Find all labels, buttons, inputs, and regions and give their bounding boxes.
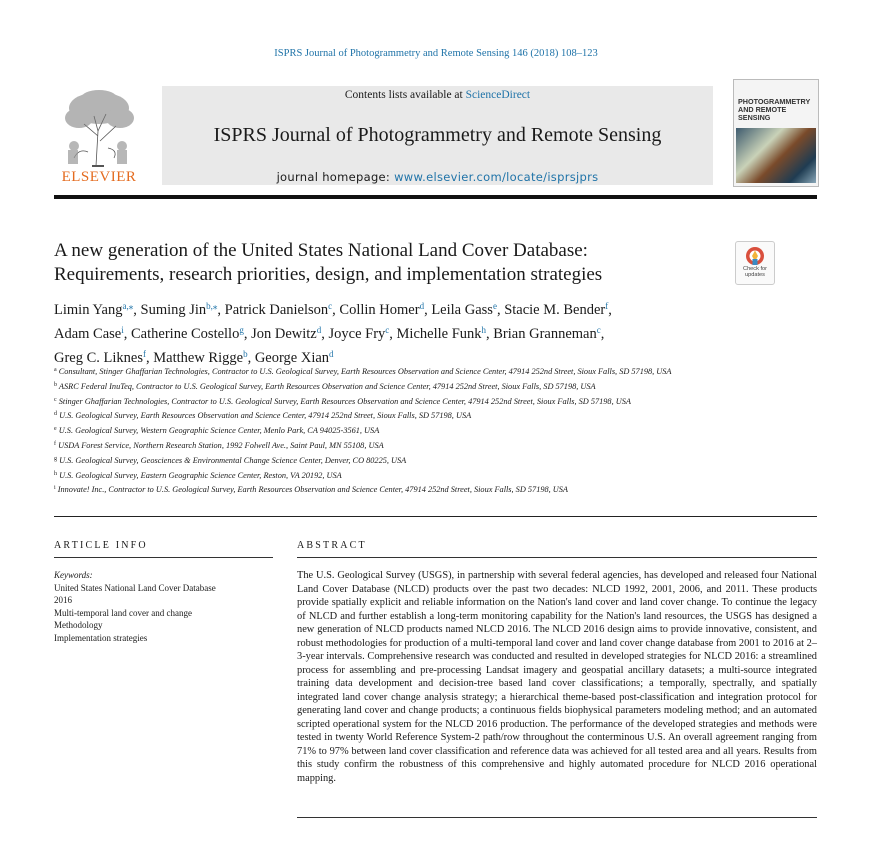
article-title	[54, 239, 714, 287]
author[interactable]	[339, 302, 424, 318]
author-separator: ,	[496, 302, 505, 318]
article-title-line1: A new generation of the United States National Land Cover Database:	[54, 240, 588, 261]
author-list	[54, 296, 754, 368]
affiliation-text: USDA Forest Service, Northern Research Station, 1992 Folwell Ave., Saint Paul, MN 55108, USA	[56, 440, 384, 450]
author[interactable]	[131, 326, 244, 342]
affiliation-marker: a	[54, 367, 57, 373]
journal-cover-image[interactable]	[733, 79, 819, 187]
affiliation-item	[54, 438, 754, 453]
keyword-list	[54, 582, 274, 645]
author-affiliation-marker[interactable]: e	[492, 301, 497, 311]
cover-title-line1: PHOTOGRAMMETRY	[738, 97, 811, 106]
check-for-updates-button[interactable]	[735, 241, 775, 285]
author-separator: ,	[243, 326, 252, 342]
author-name: Limin Yang	[54, 302, 123, 318]
cover-title-line2: AND REMOTE SENSING	[738, 105, 787, 122]
affiliation-item	[54, 482, 754, 497]
author[interactable]	[431, 302, 497, 318]
author-separator: ,	[424, 302, 432, 318]
author-separator: ,	[217, 302, 225, 318]
keyword-item: United States National Land Cover Database	[54, 582, 216, 593]
author-name: Leila Gass	[431, 302, 493, 318]
check-for-updates-label: Check for updates	[743, 266, 767, 278]
affiliation-text: Stinger Ghaffarian Technologies, Contractor to U.S. Geological Survey, Earth Resources Observation and Science Center, 47914 252nd Street, Sioux Falls, SD 57198, USA	[56, 396, 631, 406]
article-info-rule	[54, 557, 273, 558]
article-info-heading: ARTICLE INFO	[54, 540, 148, 551]
affiliation-item	[54, 468, 754, 483]
author-separator: ,	[247, 350, 255, 366]
affiliation-text: Consultant, Stinger Ghaffarian Technologies, Contractor to U.S. Geological Survey, Earth Resources Observation and Science Center, 47914 252nd Street, Sioux Falls, SD 57198, USA	[56, 367, 672, 376]
abstract-heading: ABSTRACT	[297, 540, 367, 551]
section-divider	[54, 516, 817, 517]
author-name: George Xian	[254, 350, 330, 366]
affiliation-marker: b	[54, 381, 57, 388]
author-name: Michelle Funk	[396, 326, 482, 342]
affiliation-list	[54, 364, 754, 497]
author[interactable]	[54, 326, 124, 342]
affiliation-item	[54, 453, 754, 468]
author[interactable]	[328, 326, 389, 342]
keyword-item: Multi-temporal land cover and change	[54, 607, 192, 618]
journal-citation-link[interactable]: ISPRS Journal of Photogrammetry and Remote Sensing 146 (2018) 108–123	[274, 48, 598, 59]
keywords-label: Keywords:	[54, 570, 93, 580]
affiliation-item	[54, 364, 754, 379]
author-name: Adam Case	[54, 326, 122, 342]
keyword-item: Implementation strategies	[54, 632, 148, 643]
author-name: Catherine Costello	[131, 326, 240, 342]
affiliation-item	[54, 394, 754, 409]
crossmark-icon	[745, 246, 765, 266]
cover-artwork	[736, 128, 816, 183]
affiliation-item	[54, 423, 754, 438]
author-name: Matthew Rigge	[153, 350, 244, 366]
author[interactable]	[141, 302, 218, 318]
author-affiliation-marker[interactable]: b,⁎	[206, 301, 218, 311]
author-name: Jon Dewitz	[251, 326, 317, 342]
homepage-link[interactable]: www.elsevier.com/locate/isprsjprs	[394, 170, 599, 184]
author-affiliation-marker[interactable]: i	[121, 325, 124, 335]
author-affiliation-marker[interactable]: d	[316, 325, 322, 335]
contents-line	[162, 89, 713, 101]
author-affiliation-marker[interactable]: d	[419, 301, 425, 311]
elsevier-wordmark: ELSEVIER	[61, 169, 137, 185]
author-affiliation-marker[interactable]: c	[328, 301, 333, 311]
affiliation-item	[54, 408, 754, 423]
author-separator: ,	[146, 350, 154, 366]
keyword-item: Methodology	[54, 620, 103, 630]
affiliation-text: U.S. Geological Survey, Earth Resources Observation and Science Center, 47914 252nd Street, Sioux Falls, SD 57198, USA	[57, 411, 472, 421]
author-name: Greg C. Liknes	[54, 350, 143, 366]
affiliation-marker: f	[54, 440, 56, 447]
affiliation-marker: i	[54, 485, 56, 492]
affiliation-item	[54, 379, 754, 394]
author[interactable]	[493, 326, 600, 342]
author-separator: ,	[389, 326, 397, 342]
header-divider	[54, 195, 817, 199]
abstract-body: The U.S. Geological Survey (USGS), in partnership with several federal agencies, has developed and released four National Land Cover Database (NLCD) products over the past two decades: NLCD 1992, 2001, 2006, and 2011. These products provide spatially explicit and reliable information on the Nation's land cover and land cover change. To continue the legacy of NLCD and further establish a long-term monitoring capability for the Nation's land resources, the USGS has designed a new generation of NLCD products named NLCD 2016. The NLCD 2016 design aims to provide innovative, consistent, and robust methodologies for production of a multi-temporal land cover and land cover change database from 2001 to 2016 at 2–3-year intervals. Comprehensive research was conducted and resulted in developed strategies for NLCD 2016: a streamlined process for assembling and pre-processing Landsat imagery and geospatial ancillary datasets; a multi-source integrated training data development and decision-tree based land cover classifications; a temporally, spectrally, and spatially integrated land cover change analysis strategy; a hierarchical theme-based post-classification and integration protocol for generating land cover and change products; a continuous fields biophysical parameters modeling method; and an automated scripted operational system for the NLCD 2016 production. The performance of the developed strategies and methods were tested in twenty World Reference System-2 path/row throughout the conterminous U.S. An overall agreement ranging from 71% to 97% between land cover classification and reference data was achieved for all tested area and all years. Results from this study confirm the robustness of this comprehensive and highly automated procedure for NLCD 2016 operational mapping.	[297, 570, 817, 784]
affiliation-marker: c	[54, 396, 57, 403]
keyword-item: 2016	[54, 595, 72, 605]
author-separator: ,	[608, 302, 612, 318]
author-name: Joyce Fry	[328, 326, 386, 342]
affiliation-marker: e	[54, 426, 57, 433]
article-title-line2: Requirements, research priorities, design, and implementation strategies	[54, 264, 603, 285]
author-separator: ,	[600, 326, 605, 342]
affiliation-marker: g	[54, 455, 57, 462]
author-affiliation-marker[interactable]: f	[143, 349, 146, 359]
sciencedirect-link[interactable]: ScienceDirect	[465, 89, 531, 101]
author-separator: ,	[321, 326, 329, 342]
homepage-line	[162, 170, 713, 184]
journal-title: ISPRS Journal of Photogrammetry and Remote Sensing	[213, 124, 662, 146]
author-name: Brian Granneman	[493, 326, 597, 342]
author[interactable]	[397, 326, 486, 342]
author-name: Collin Homer	[339, 302, 420, 318]
author[interactable]	[225, 302, 333, 318]
author-separator: ,	[332, 302, 340, 318]
affiliation-text: Innovate! Inc., Contractor to U.S. Geological Survey, Earth Resources Observation and Science Center, 47914 252nd Street, Sioux Falls, SD 57198, USA	[55, 485, 568, 495]
homepage-prefix: journal homepage:	[276, 170, 395, 184]
affiliation-text: U.S. Geological Survey, Eastern Geographic Science Center, Reston, VA 20192, USA	[57, 470, 342, 480]
affiliation-marker: d	[54, 411, 57, 418]
contents-prefix: Contents lists available at	[344, 89, 466, 101]
affiliation-text: U.S. Geological Survey, Western Geographic Science Center, Menlo Park, CA 94025-3561, USA	[56, 426, 380, 436]
affiliation-marker: h	[54, 470, 57, 477]
author[interactable]	[54, 302, 133, 318]
affiliation-text: U.S. Geological Survey, Geosciences & Environmental Change Science Center, Denver, CO 80225, USA	[57, 455, 407, 465]
cover-title	[738, 98, 816, 122]
author-affiliation-marker[interactable]: b	[243, 349, 248, 359]
author-separator: ,	[486, 326, 494, 342]
author-affiliation-marker[interactable]: c	[385, 325, 390, 335]
abstract-rule	[297, 557, 817, 558]
author[interactable]	[504, 302, 608, 318]
author-affiliation-marker[interactable]: g	[239, 325, 244, 335]
author-affiliation-marker[interactable]: h	[481, 325, 487, 335]
author-separator: ,	[133, 302, 141, 318]
author-separator: ,	[123, 326, 132, 342]
author-affiliation-marker[interactable]: f	[605, 301, 609, 311]
author-affiliation-marker[interactable]: d	[329, 349, 334, 359]
author-name: Stacie M. Bender	[504, 302, 606, 318]
affiliation-text: ASRC Federal InuTeq, Contractor to U.S. Geological Survey, Earth Resources Observation and Science Center, 47914 252nd Street, Sioux Falls, SD 57198, USA	[57, 381, 596, 391]
abstract-bottom-rule	[297, 817, 817, 818]
keywords-block	[54, 569, 274, 644]
author-affiliation-marker[interactable]: c	[596, 325, 601, 335]
author-name: Suming Jin	[140, 302, 207, 318]
author-name: Patrick Danielson	[224, 302, 329, 318]
author-affiliation-marker[interactable]: a,⁎	[122, 301, 134, 311]
author[interactable]	[251, 326, 321, 342]
